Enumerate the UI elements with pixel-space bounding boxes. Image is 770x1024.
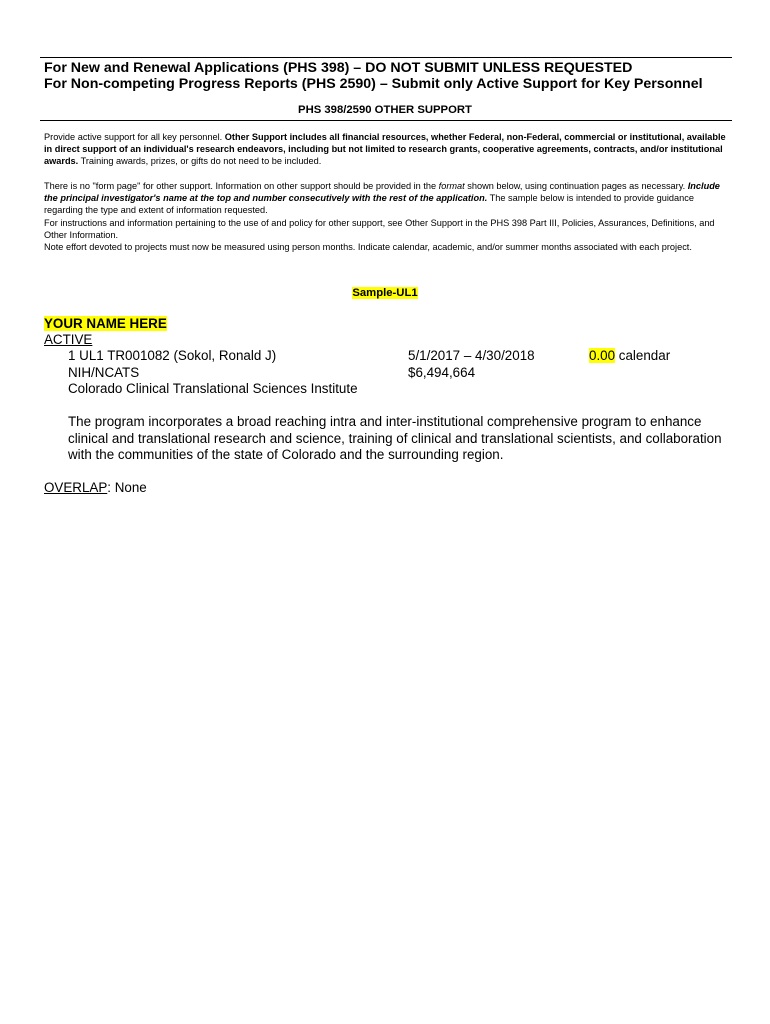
instructions-format-intro: There is no "form page" for other support. Information on other support should be provided in the: [44, 181, 439, 191]
project-period: 5/1/2017 – 4/30/2018: [408, 348, 535, 363]
effort-value: 0.00: [589, 348, 616, 363]
heading-new-renewal: For New and Renewal Applications (PHS 398) – DO NOT SUBMIT UNLESS REQUESTED: [44, 60, 633, 76]
form-title: PHS 398/2590 OTHER SUPPORT: [298, 104, 472, 116]
investigator-name-highlight: YOUR NAME HERE: [44, 316, 167, 331]
overlap-statement: [44, 480, 147, 497]
grant-number: 1 UL1 TR001082 (Sokol, Ronald J): [68, 348, 277, 363]
instructions-effort-note: Note effort devoted to projects must now be measured using person months. Indicate calendar, academic, and/or summer months associated with each project.: [44, 242, 692, 253]
instructions-policy-note: For instructions and information pertaining to the use of and policy for other support, see Other Support in the PHS 398 Part III, Policies, Assurances, Definitions, and Other Information.: [44, 217, 715, 240]
award-amount: $6,494,664: [408, 365, 476, 380]
instructions-intro: Provide active support for all key personnel.: [44, 132, 225, 142]
funding-agency: NIH/NCATS: [68, 365, 140, 380]
institute-name: Colorado Clinical Translational Sciences Institute: [68, 381, 358, 396]
instructions-format-word: format: [438, 181, 465, 191]
effort-unit: calendar: [615, 348, 671, 363]
heading-non-competing: For Non-competing Progress Reports (PHS 2590) – Submit only Active Support for Key Personnel: [44, 76, 703, 92]
top-divider: [40, 57, 732, 58]
instructions-pi-name-note: Include the principal investigator's name at the top and number consecutively with the rest of the application.: [44, 181, 720, 204]
instructions-definition: Other Support includes all financial resources, whether Federal, non-Federal, commercial or institutional, available in direct support of an individual's research endeavors, including but not limited to research grants, cooperative agreements, contracts, and/or institutional awards.: [44, 132, 726, 167]
title-divider: [40, 120, 732, 121]
effort-months: [589, 348, 670, 365]
active-status-label: ACTIVE: [44, 332, 93, 347]
sample-section-label: [0, 286, 770, 300]
investigator-name: [44, 315, 167, 332]
instructions-sample-note: The sample below is intended to provide guidance regarding the type and extent of information requested.: [44, 193, 694, 216]
project-description: The program incorporates a broad reaching intra and inter-institutional comprehensive program to enhance clinical and translational research and science, training of clinical and translational scientists, and collaboration with the communities of the state of Colorado and the surrounding region.: [68, 414, 722, 462]
instructions-format-cont: shown below, using continuation pages as necessary.: [464, 181, 688, 191]
sample-label-highlight: Sample-UL1: [352, 287, 418, 299]
instructions-exclusions: Training awards, prizes, or gifts do not need to be included.: [78, 156, 322, 167]
instructions-paragraph-2: [44, 180, 734, 253]
instructions-paragraph-1: [44, 131, 734, 168]
overlap-label: OVERLAP: [44, 480, 108, 495]
overlap-value: : None: [107, 480, 147, 495]
